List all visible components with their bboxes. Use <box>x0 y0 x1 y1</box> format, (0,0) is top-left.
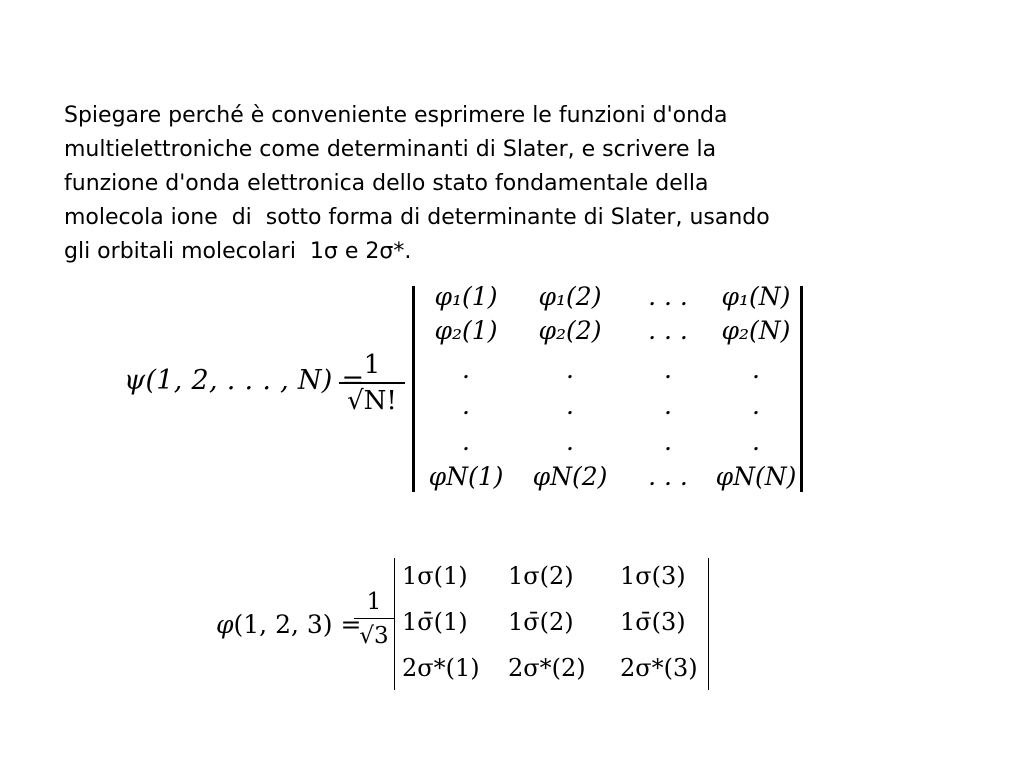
matrix-cell: . <box>566 355 574 384</box>
question-line: funzione d'onda elettronica dello stato fondamentale della <box>64 171 709 196</box>
matrix-cell: . <box>462 391 470 420</box>
determinant-right-bar <box>800 286 803 492</box>
matrix-cell: . . . <box>648 462 688 491</box>
matrix-cell: . <box>664 391 672 420</box>
matrix-cell: 1σ̄(1) <box>402 608 468 636</box>
matrix-cell: . <box>752 391 760 420</box>
matrix-cell: 2σ*(3) <box>620 654 698 682</box>
matrix-cell: . <box>566 427 574 456</box>
determinant-left-bar <box>394 558 395 690</box>
question-text <box>64 99 944 269</box>
specific-slater-determinant <box>216 556 736 696</box>
matrix-cell: φ₂(N) <box>721 316 791 345</box>
wavefunction-lhs: ψ(1, 2, . . . , N) = <box>124 365 365 396</box>
matrix-cell: 1σ̄(3) <box>620 608 686 636</box>
matrix-cell: . <box>566 391 574 420</box>
normalization-fraction <box>339 348 405 418</box>
matrix-cell: 1σ̄(2) <box>508 608 574 636</box>
matrix-cell: 2σ*(1) <box>402 654 480 682</box>
question-line: molecola ione di sotto forma di determinante di Slater, usando <box>64 205 770 230</box>
matrix-cell: . <box>664 355 672 384</box>
matrix-cell: φ₁(N) <box>721 282 791 311</box>
matrix-cell: . . . <box>648 316 688 345</box>
matrix-cell: φ₂(2) <box>538 316 602 345</box>
matrix-cell: . <box>752 355 760 384</box>
matrix-cell: 1σ(2) <box>508 562 574 590</box>
matrix-cell: . <box>462 355 470 384</box>
matrix-cell: 2σ*(2) <box>508 654 586 682</box>
question-line: gli orbitali molecolari 1σ e 2σ*. <box>64 239 412 264</box>
determinant-left-bar <box>412 286 415 492</box>
matrix-cell: φ₁(1) <box>434 282 498 311</box>
fraction-numerator: 1 <box>339 348 405 384</box>
matrix-cell: . . . <box>648 282 688 311</box>
matrix-cell: . <box>462 427 470 456</box>
determinant-right-bar <box>708 558 709 690</box>
matrix-cell: φ₁(2) <box>538 282 602 311</box>
wavefunction-lhs: φ(1, 2, 3) = <box>216 610 362 639</box>
matrix-cell: 1σ(3) <box>620 562 686 590</box>
matrix-cell: φN(N) <box>715 462 797 491</box>
question-line: multielettroniche come determinanti di Slater, e scrivere la <box>64 137 717 162</box>
matrix-cell: 1σ(1) <box>402 562 468 590</box>
matrix-cell: . <box>752 427 760 456</box>
general-slater-determinant <box>124 278 824 498</box>
fraction-numerator: 1 <box>354 586 394 619</box>
fraction-denominator: √N! <box>347 386 397 416</box>
normalization-fraction <box>354 586 394 653</box>
question-line: Spiegare perché è conveniente esprimere le funzioni d'onda <box>64 103 728 128</box>
matrix-cell: . <box>664 427 672 456</box>
matrix-cell: φN(2) <box>532 462 608 491</box>
matrix-cell: φN(1) <box>428 462 504 491</box>
fraction-denominator: √3 <box>359 623 389 649</box>
matrix-cell: φ₂(1) <box>434 316 498 345</box>
